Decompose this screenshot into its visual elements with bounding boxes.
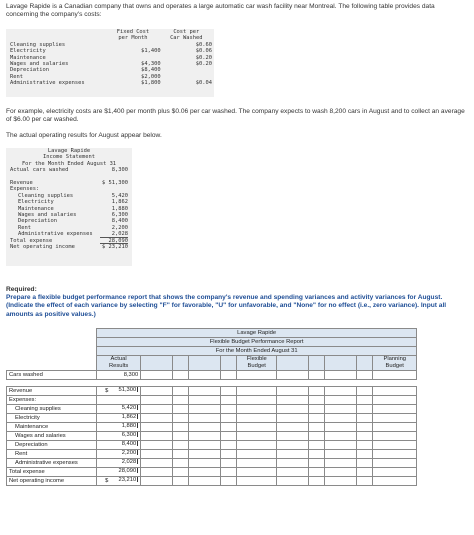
report-actual-value: 23,210	[117, 477, 141, 486]
report-row-label: Expenses:	[7, 396, 97, 405]
income-statement-label: Net operating income	[10, 243, 75, 250]
report-input-cell[interactable]	[373, 387, 417, 396]
report-dollar-sign: $	[97, 477, 117, 486]
flexible-budget-header: Flexible Budget	[237, 356, 277, 371]
report-input-cell[interactable]	[141, 450, 173, 459]
report-input-cell[interactable]	[357, 468, 373, 477]
report-input-cell[interactable]	[277, 414, 309, 423]
report-actual-value: 1,862	[117, 414, 141, 423]
report-input-cell[interactable]	[189, 459, 221, 468]
cost-table-cell: $2,000	[141, 73, 161, 80]
report-row	[7, 423, 417, 432]
report-row-label: Depreciation	[7, 441, 97, 450]
report-actual-value: 28,090	[117, 468, 141, 477]
report-input-cell[interactable]	[237, 396, 277, 405]
income-statement-value: $ 23,210	[102, 243, 128, 250]
report-input-cell[interactable]	[325, 387, 357, 396]
report-input-cell[interactable]	[357, 459, 373, 468]
cost-table-cell: $0.20	[195, 61, 212, 68]
income-statement-rows	[6, 167, 132, 250]
planning-budget-header: Planning Budget	[373, 356, 417, 371]
report-input-cell[interactable]	[189, 387, 221, 396]
report-input-cell[interactable]	[357, 414, 373, 423]
report-input-cell[interactable]	[189, 477, 221, 486]
income-statement-label: Total expense	[10, 237, 53, 244]
report-input-cell[interactable]	[189, 423, 221, 432]
actual-results-header: Actual Results	[97, 356, 141, 371]
cost-table-cell: $0.60	[195, 41, 212, 48]
income-statement-panel	[6, 148, 132, 266]
report-input-cell[interactable]	[221, 468, 237, 477]
report-input-cell[interactable]	[141, 441, 173, 450]
report-input-cell[interactable]	[189, 468, 221, 477]
income-statement-value: 28,090	[100, 238, 128, 244]
actual-results-intro-text: The actual operating results for August appear below.	[6, 132, 162, 139]
income-statement-label: Cleaning supplies	[18, 192, 74, 199]
cars-washed-row	[7, 371, 417, 380]
report-input-cell[interactable]	[309, 405, 325, 414]
report-input-cell[interactable]	[357, 450, 373, 459]
report-input-cell[interactable]	[221, 459, 237, 468]
input-cursor-marker	[137, 450, 138, 455]
cost-table-cell: Cost per	[173, 29, 200, 35]
report-input-cell[interactable]	[309, 432, 325, 441]
income-statement-value: 6,300	[111, 211, 128, 218]
report-input-cell[interactable]	[173, 414, 189, 423]
report-input-cell[interactable]	[189, 432, 221, 441]
report-row-label: Cleaning supplies	[7, 405, 97, 414]
cars-washed-actual: 8,300	[97, 371, 141, 380]
report-input-cell[interactable]	[237, 468, 277, 477]
report-row	[7, 414, 417, 423]
report-input-cell[interactable]	[309, 441, 325, 450]
cost-table-cell: Maintenance	[10, 54, 46, 61]
report-input-cell[interactable]	[325, 450, 357, 459]
report-input-cell[interactable]	[325, 414, 357, 423]
income-statement-company: Lavage Rapide	[47, 148, 91, 154]
cost-table-cell: Electricity	[10, 48, 46, 55]
report-input-cell[interactable]	[141, 405, 173, 414]
report-input-cell[interactable]	[221, 441, 237, 450]
input-cursor-marker	[137, 459, 138, 464]
report-input-cell[interactable]	[373, 441, 417, 450]
report-row	[7, 405, 417, 414]
report-input-cell[interactable]	[237, 450, 277, 459]
report-input-cell[interactable]	[277, 396, 309, 405]
income-statement-label: Rent	[18, 224, 31, 231]
report-input-cell[interactable]	[309, 477, 325, 486]
report-input-cell[interactable]	[141, 459, 173, 468]
input-cursor-marker	[137, 432, 138, 437]
report-input-cell[interactable]	[373, 405, 417, 414]
report-input-cell[interactable]	[357, 396, 373, 405]
income-statement-value: 5,420	[111, 192, 128, 199]
report-input-cell[interactable]	[309, 468, 325, 477]
report-input-cell[interactable]	[277, 459, 309, 468]
report-input-cell[interactable]	[141, 396, 173, 405]
income-statement-title: Income Statement	[43, 154, 95, 161]
report-input-cell[interactable]	[373, 396, 417, 405]
cost-table-cell: $4,300	[141, 61, 161, 68]
report-input-cell[interactable]	[173, 423, 189, 432]
income-statement-value: 1,862	[111, 199, 128, 206]
report-input-cell[interactable]	[277, 468, 309, 477]
report-actual-value: 2,028	[117, 459, 141, 468]
report-input-cell[interactable]	[325, 396, 357, 405]
income-statement-label: Maintenance	[18, 205, 54, 212]
report-input-cell[interactable]	[141, 414, 173, 423]
report-row	[7, 459, 417, 468]
report-input-cell[interactable]	[237, 441, 277, 450]
report-input-cell[interactable]	[141, 477, 173, 486]
cost-table-row	[6, 80, 214, 86]
cost-table-cell: $1,800	[141, 80, 161, 87]
report-input-cell[interactable]	[277, 432, 309, 441]
income-statement-label: Revenue	[10, 180, 33, 186]
income-statement-label: Electricity	[18, 199, 54, 206]
cost-table-cell: Cleaning supplies	[10, 41, 66, 48]
report-actual-value: 8,400	[117, 441, 141, 450]
cost-table-cell: Fixed Cost	[116, 29, 150, 35]
report-input-cell[interactable]	[237, 423, 277, 432]
report-dollar-sign	[97, 432, 117, 441]
report-input-cell[interactable]	[189, 450, 221, 459]
report-input-cell[interactable]	[309, 396, 325, 405]
report-input-cell[interactable]	[309, 414, 325, 423]
cost-table-cell: Wages and salaries	[10, 61, 69, 68]
income-statement-value: 2,028	[100, 231, 128, 237]
report-input-cell[interactable]	[237, 432, 277, 441]
required-label: Required:	[6, 286, 37, 293]
income-statement-value: 8,400	[111, 218, 128, 225]
report-row-label: Wages and salaries	[7, 432, 97, 441]
report-input-cell[interactable]	[221, 387, 237, 396]
flexible-budget-report	[6, 328, 417, 486]
report-input-cell[interactable]	[141, 468, 173, 477]
income-statement-label: Depreciation	[18, 218, 57, 225]
report-input-cell[interactable]	[357, 441, 373, 450]
report-dollar-sign	[97, 396, 117, 405]
report-actual-value: 1,880	[117, 423, 141, 432]
report-row-label: Administrative expenses	[7, 459, 97, 468]
report-actual-value: 51,300	[117, 387, 141, 396]
input-cursor-marker	[137, 405, 138, 410]
report-row	[7, 396, 417, 405]
report-input-cell[interactable]	[173, 387, 189, 396]
income-statement-value: 2,200	[111, 224, 128, 231]
input-cursor-marker	[137, 468, 138, 473]
report-input-cell[interactable]	[141, 387, 173, 396]
cost-table-cell: Depreciation	[10, 67, 49, 74]
cost-table-cell: $8,400	[141, 67, 161, 74]
report-dollar-sign	[97, 414, 117, 423]
report-input-cell[interactable]	[173, 441, 189, 450]
report-input-cell[interactable]	[309, 450, 325, 459]
cost-table-cell: $1,400	[141, 48, 161, 55]
report-row-label: Electricity	[7, 414, 97, 423]
report-row	[7, 450, 417, 459]
cars-washed-input[interactable]	[141, 371, 173, 380]
report-input-cell[interactable]	[357, 477, 373, 486]
report-input-cell[interactable]	[221, 477, 237, 486]
report-input-cell[interactable]	[277, 450, 309, 459]
report-input-cell[interactable]	[173, 432, 189, 441]
input-cursor-marker	[137, 441, 138, 446]
report-input-cell[interactable]	[373, 414, 417, 423]
report-row	[7, 477, 417, 486]
report-input-cell[interactable]	[373, 432, 417, 441]
input-cursor-marker	[137, 477, 138, 482]
report-input-cell[interactable]	[189, 405, 221, 414]
report-period: For the Month Ended August 31	[97, 347, 417, 356]
intro-text: Lavage Rapide is a Canadian company that owns and operates a large automatic car wash facility near Montreal. The following table provides data concerning the company's costs:	[6, 3, 435, 19]
cost-table-cell: Administrative expenses	[10, 80, 85, 87]
report-row-label: Net operating income	[7, 477, 97, 486]
report-input-cell[interactable]	[373, 477, 417, 486]
report-input-cell[interactable]	[189, 414, 221, 423]
report-actual-value: 6,300	[117, 432, 141, 441]
report-input-cell[interactable]	[357, 432, 373, 441]
cost-table-cell: $0.04	[195, 80, 212, 87]
report-row	[7, 468, 417, 477]
report-input-cell[interactable]	[325, 441, 357, 450]
income-statement-row	[6, 244, 132, 250]
report-input-cell[interactable]	[237, 414, 277, 423]
cost-table-cell: per Month	[118, 35, 148, 42]
report-dollar-sign: $	[97, 387, 117, 396]
required-instructions: Prepare a flexible budget performance report that shows the company's revenue and spending variances and activity variances for August. (Indicate the effect of each variance by selecting "F" for favorable, "U" for unfavorable, and "None" for no effect (i.e., zero variance). Input all amounts as positive values.)	[6, 294, 447, 318]
report-dollar-sign	[97, 450, 117, 459]
report-input-cell[interactable]	[221, 432, 237, 441]
report-input-cell[interactable]	[189, 396, 221, 405]
report-input-cell[interactable]	[277, 441, 309, 450]
report-input-cell[interactable]	[373, 459, 417, 468]
report-input-cell[interactable]	[141, 432, 173, 441]
report-input-cell[interactable]	[325, 432, 357, 441]
report-dollar-sign	[97, 468, 117, 477]
report-input-cell[interactable]	[357, 405, 373, 414]
cost-table	[6, 29, 214, 87]
report-input-cell[interactable]	[173, 450, 189, 459]
report-input-cell[interactable]	[173, 459, 189, 468]
income-statement-label: Wages and salaries	[18, 211, 77, 218]
report-input-cell[interactable]	[373, 450, 417, 459]
report-input-cell[interactable]	[173, 477, 189, 486]
report-dollar-sign	[97, 459, 117, 468]
report-input-cell[interactable]	[237, 387, 277, 396]
report-dollar-sign	[97, 405, 117, 414]
cost-table-cell: $0.20	[195, 54, 212, 61]
cost-table-cell: Car Washed	[170, 35, 203, 42]
report-input-cell[interactable]	[309, 423, 325, 432]
input-cursor-marker	[137, 387, 138, 392]
report-input-cell[interactable]	[173, 468, 189, 477]
report-actual-value: 5,420	[117, 405, 141, 414]
electricity-example-text: For example, electricity costs are $1,400 per month plus $0.06 per car washed. The company expects to wash 8,200 cars in August and to collect an average of $6.00 per car washed.	[6, 108, 465, 124]
report-input-cell[interactable]	[237, 405, 277, 414]
input-cursor-marker	[137, 414, 138, 419]
report-input-cell[interactable]	[325, 423, 357, 432]
report-row-label: Revenue	[7, 387, 97, 396]
report-row-label: Total expense	[7, 468, 97, 477]
report-input-cell[interactable]	[325, 468, 357, 477]
report-input-cell[interactable]	[221, 423, 237, 432]
income-statement-label: Expenses:	[10, 186, 40, 193]
report-input-cell[interactable]	[357, 387, 373, 396]
cost-table-cell: $0.06	[195, 48, 212, 55]
income-statement-value: 1,880	[111, 205, 128, 212]
income-statement-label: Actual cars washed	[10, 167, 69, 174]
report-input-cell[interactable]	[221, 414, 237, 423]
report-input-cell[interactable]	[277, 477, 309, 486]
report-input-cell[interactable]	[373, 468, 417, 477]
income-statement-value: $ 51,300	[102, 180, 128, 186]
report-company-name: Lavage Rapide	[97, 329, 417, 338]
cost-table-cell: Rent	[10, 73, 23, 80]
report-row	[7, 387, 417, 396]
report-input-cell[interactable]	[189, 441, 221, 450]
report-input-cell[interactable]	[237, 459, 277, 468]
report-input-cell[interactable]	[173, 396, 189, 405]
income-statement-label: Administrative expenses	[18, 231, 93, 238]
cars-washed-label: Cars washed	[7, 371, 97, 380]
report-input-cell[interactable]	[277, 405, 309, 414]
report-input-cell[interactable]	[325, 405, 357, 414]
report-input-cell[interactable]	[141, 423, 173, 432]
report-input-cell[interactable]	[237, 477, 277, 486]
report-input-cell[interactable]	[221, 405, 237, 414]
report-input-cell[interactable]	[325, 477, 357, 486]
report-input-cell[interactable]	[309, 459, 325, 468]
report-input-cell[interactable]	[221, 396, 237, 405]
report-input-cell[interactable]	[373, 423, 417, 432]
report-input-cell[interactable]	[325, 459, 357, 468]
report-input-cell[interactable]	[173, 405, 189, 414]
income-statement-period: For the Month Ended August 31	[21, 160, 117, 167]
report-input-cell[interactable]	[357, 423, 373, 432]
income-statement-value: 8,300	[111, 167, 128, 174]
report-input-cell[interactable]	[309, 387, 325, 396]
input-cursor-marker	[137, 423, 138, 428]
report-input-cell[interactable]	[221, 450, 237, 459]
report-title: Flexible Budget Performance Report	[97, 338, 417, 347]
report-input-cell[interactable]	[277, 423, 309, 432]
report-input-cell[interactable]	[277, 387, 309, 396]
report-row	[7, 441, 417, 450]
report-dollar-sign	[97, 441, 117, 450]
report-actual-value: 2,200	[117, 450, 141, 459]
cost-table-panel	[6, 29, 214, 97]
report-row	[7, 432, 417, 441]
report-row-label: Rent	[7, 450, 97, 459]
report-actual-value	[117, 396, 141, 405]
report-dollar-sign	[97, 423, 117, 432]
report-row-label: Maintenance	[7, 423, 97, 432]
